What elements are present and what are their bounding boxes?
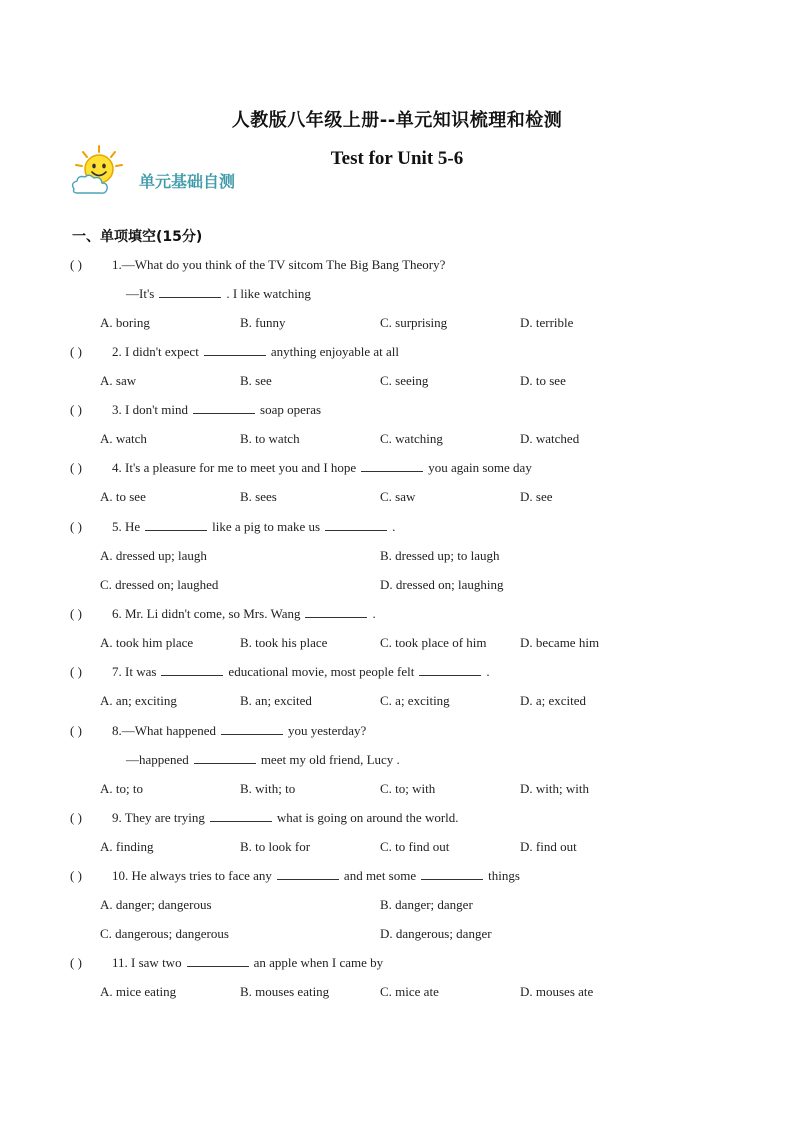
option-a[interactable]: A. to; to (100, 781, 143, 796)
option-d[interactable]: D. watched (520, 431, 580, 446)
answer-blank[interactable] (305, 603, 367, 618)
question-text: 4. It's a pleasure for me to meet you and I hope you again some day (112, 457, 532, 479)
option-c[interactable]: C. mice ate (380, 984, 439, 999)
question-6 (0, 603, 794, 625)
answer-paren[interactable]: ( ) (70, 402, 82, 417)
question-2 (0, 341, 794, 363)
option-a[interactable]: A. to see (100, 489, 146, 504)
answer-blank[interactable] (204, 341, 266, 356)
question-text: 1.—What do you think of the TV sitcom The Big Bang Theory? (112, 257, 446, 272)
question-text: 5. He like a pig to make us . (112, 516, 395, 538)
answer-paren[interactable]: ( ) (70, 460, 82, 475)
question-text: 7. It was educational movie, most people felt . (112, 661, 490, 683)
question-8 (0, 720, 794, 742)
question-10-options-row-1 (0, 894, 794, 916)
answer-blank[interactable] (221, 720, 283, 735)
answer-blank[interactable] (421, 865, 483, 880)
option-a[interactable]: A. boring (100, 315, 150, 330)
option-b[interactable]: B. to watch (240, 431, 300, 446)
answer-blank[interactable] (187, 952, 249, 967)
question-11 (0, 952, 794, 974)
answer-blank[interactable] (277, 865, 339, 880)
option-c[interactable]: C. seeing (380, 373, 429, 388)
question-9 (0, 807, 794, 829)
answer-blank[interactable] (419, 661, 481, 676)
answer-blank[interactable] (193, 399, 255, 414)
option-a[interactable]: A. an; exciting (100, 693, 177, 708)
option-c[interactable]: C. watching (380, 431, 443, 446)
answer-paren[interactable]: ( ) (70, 868, 82, 883)
option-b[interactable]: B. funny (240, 315, 286, 330)
question-5-options-row-2 (0, 574, 794, 596)
question-9-options (0, 836, 794, 858)
question-4-options (0, 486, 794, 508)
option-d[interactable]: D. became him (520, 635, 600, 650)
option-d[interactable]: D. find out (520, 839, 577, 854)
section-badge-label: 单元基础自测 (139, 172, 236, 191)
question-3-options (0, 428, 794, 450)
option-d[interactable]: D. mouses ate (520, 984, 594, 999)
option-b[interactable]: B. dressed up; to laugh (380, 548, 500, 563)
option-b[interactable]: B. took his place (240, 635, 328, 650)
question-10-options-row-2 (0, 923, 794, 945)
option-c[interactable]: C. dangerous; dangerous (100, 926, 229, 941)
option-b[interactable]: B. mouses eating (240, 984, 330, 999)
question-7 (0, 661, 794, 683)
option-d[interactable]: D. see (520, 489, 553, 504)
option-d[interactable]: D. terrible (520, 315, 574, 330)
answer-blank[interactable] (210, 807, 272, 822)
answer-paren[interactable]: ( ) (70, 955, 82, 970)
question-text: 3. I don't mind soap operas (112, 399, 321, 421)
option-b[interactable]: B. to look for (240, 839, 311, 854)
question-11-options (0, 981, 794, 1003)
question-text: 8.—What happened you yesterday? (112, 720, 366, 742)
question-5-options-row-1 (0, 545, 794, 567)
option-a[interactable]: A. danger; dangerous (100, 897, 212, 912)
option-c[interactable]: C. a; exciting (380, 693, 450, 708)
question-text: 2. I didn't expect anything enjoyable at all (112, 341, 399, 363)
question-text: 11. I saw two an apple when I came by (112, 952, 383, 974)
option-c[interactable]: C. to; with (380, 781, 436, 796)
answer-paren[interactable]: ( ) (70, 664, 82, 679)
question-5 (0, 516, 794, 538)
answer-blank[interactable] (194, 749, 256, 764)
option-d[interactable]: D. dressed on; laughing (380, 577, 504, 592)
sun-cloud-icon (68, 143, 130, 199)
answer-paren[interactable]: ( ) (70, 519, 82, 534)
option-c[interactable]: C. took place of him (380, 635, 487, 650)
option-b[interactable]: B. danger; danger (380, 897, 473, 912)
question-8-options (0, 778, 794, 800)
reply-text: —It's . I like watching (126, 283, 311, 305)
answer-blank[interactable] (161, 661, 223, 676)
answer-blank[interactable] (361, 457, 423, 472)
page-title: 人教版八年级上册--单元知识梳理和检测 (231, 110, 563, 131)
option-b[interactable]: B. sees (240, 489, 277, 504)
option-c[interactable]: C. surprising (380, 315, 448, 330)
option-a[interactable]: A. took him place (100, 635, 194, 650)
question-1-options (0, 312, 794, 334)
option-c[interactable]: C. to find out (380, 839, 450, 854)
question-2-options (0, 370, 794, 392)
answer-paren[interactable]: ( ) (70, 810, 82, 825)
answer-paren[interactable]: ( ) (70, 257, 82, 272)
option-c[interactable]: C. saw (380, 489, 416, 504)
option-d[interactable]: D. to see (520, 373, 566, 388)
question-1 (0, 254, 794, 276)
question-10 (0, 865, 794, 887)
answer-paren[interactable]: ( ) (70, 723, 82, 738)
option-b[interactable]: B. an; excited (240, 693, 312, 708)
question-1-reply (0, 283, 794, 305)
answer-paren[interactable]: ( ) (70, 606, 82, 621)
option-d[interactable]: D. dangerous; danger (380, 926, 492, 941)
option-a[interactable]: A. saw (100, 373, 137, 388)
question-8-reply (0, 749, 794, 771)
question-text: 10. He always tries to face any and met some things (112, 865, 520, 887)
answer-blank[interactable] (145, 516, 207, 531)
page-subtitle: Test for Unit 5-6 (330, 148, 464, 169)
option-b[interactable]: B. see (240, 373, 272, 388)
answer-blank[interactable] (325, 516, 387, 531)
option-c[interactable]: C. dressed on; laughed (100, 577, 219, 592)
answer-blank[interactable] (159, 283, 221, 298)
option-a[interactable]: A. mice eating (100, 984, 177, 999)
option-a[interactable]: A. finding (100, 839, 154, 854)
question-4 (0, 457, 794, 479)
question-3 (0, 399, 794, 421)
option-d[interactable]: D. with; with (520, 781, 589, 796)
reply-text: —happened meet my old friend, Lucy . (126, 749, 400, 771)
answer-paren[interactable]: ( ) (70, 344, 82, 359)
question-7-options (0, 690, 794, 712)
option-d[interactable]: D. a; excited (520, 693, 587, 708)
question-text: 9. They are trying what is going on around the world. (112, 807, 459, 829)
question-6-options (0, 632, 794, 654)
question-text: 6. Mr. Li didn't come, so Mrs. Wang . (112, 603, 376, 625)
section-heading: 一、单项填空(15分) (72, 229, 203, 245)
option-a[interactable]: A. dressed up; laugh (100, 548, 207, 563)
option-b[interactable]: B. with; to (240, 781, 296, 796)
option-a[interactable]: A. watch (100, 431, 147, 446)
